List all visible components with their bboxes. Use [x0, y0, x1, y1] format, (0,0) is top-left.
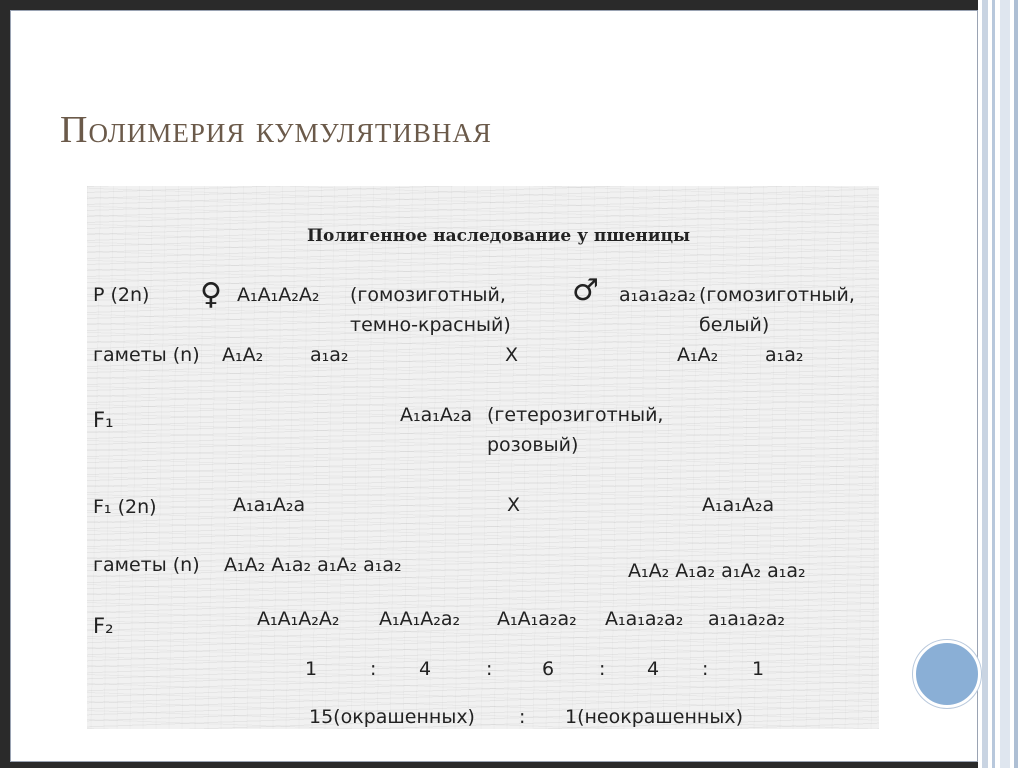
female-desc-2: темно-красный): [350, 314, 511, 336]
p-label: P (2n): [93, 284, 150, 306]
ratio-sep-3: :: [599, 658, 606, 680]
f2-label: F₂: [93, 614, 114, 638]
f1-genotype: A₁a₁A₂a: [400, 404, 473, 426]
male-symbol-icon: ♂: [572, 273, 599, 308]
summary-right: 1(неокрашенных): [565, 706, 743, 728]
f1-parent-right: A₁a₁A₂a: [702, 494, 775, 516]
male-genotype: a₁a₁a₂a₂: [619, 284, 697, 306]
ratio-sep-1: :: [370, 658, 377, 680]
f2-genotype-3: A₁A₁a₂a₂: [497, 608, 577, 630]
decorative-stripes: [978, 0, 1024, 768]
gamete-female-2: A₁A₂: [677, 344, 719, 366]
slide-title: Полимерия кумулятивная: [60, 109, 492, 151]
f2-genotype-4: A₁a₁a₂a₂: [605, 608, 684, 630]
cross-symbol: X: [505, 344, 519, 366]
ratio-sep-2: :: [486, 658, 493, 680]
gamete-male-2: a₁a₂: [765, 344, 804, 366]
ratio-1b: 1: [752, 658, 765, 680]
gametes-label-2: гаметы (n): [93, 554, 200, 576]
female-symbol-icon: ♀: [200, 277, 222, 312]
f1-desc-2: розовый): [487, 434, 579, 456]
f2-genotype-5: a₁a₁a₂a₂: [708, 608, 786, 630]
summary-sep: :: [519, 706, 526, 728]
f2-genotype-1: A₁A₁A₂A₂: [257, 608, 340, 630]
female-genotype: A₁A₁A₂A₂: [237, 284, 320, 306]
gamete-male: a₁a₂: [310, 344, 349, 366]
f2-genotype-2: A₁A₁A₂a₂: [379, 608, 461, 630]
decorative-circle: [913, 640, 981, 708]
gametes2-left: A₁A₂ A₁a₂ a₁A₂ a₁a₂: [224, 554, 402, 576]
f1-desc-1: (гетерозиготный,: [487, 404, 664, 426]
female-desc-1: (гомозиготный,: [350, 284, 506, 306]
male-desc-2: белый): [699, 314, 770, 336]
gametes-label: гаметы (n): [93, 344, 200, 366]
ratio-6: 6: [542, 658, 555, 680]
male-desc-1: (гомозиготный,: [699, 284, 855, 306]
ratio-4a: 4: [419, 658, 432, 680]
genetics-figure: [87, 186, 879, 729]
gametes2-right: A₁A₂ A₁a₂ a₁A₂ a₁a₂: [628, 560, 806, 582]
ratio-4b: 4: [647, 658, 660, 680]
f1-2n-label: F₁ (2n): [93, 496, 157, 518]
ratio-sep-4: :: [702, 658, 709, 680]
f1-parent-left: A₁a₁A₂a: [233, 494, 306, 516]
f1-label: F₁: [93, 408, 114, 432]
gamete-female: A₁A₂: [222, 344, 264, 366]
figure-heading: Полигенное наследование у пшеницы: [307, 226, 691, 246]
summary-left: 15(окрашенных): [309, 706, 475, 728]
cross-symbol-2: X: [507, 494, 521, 516]
ratio-1: 1: [305, 658, 318, 680]
